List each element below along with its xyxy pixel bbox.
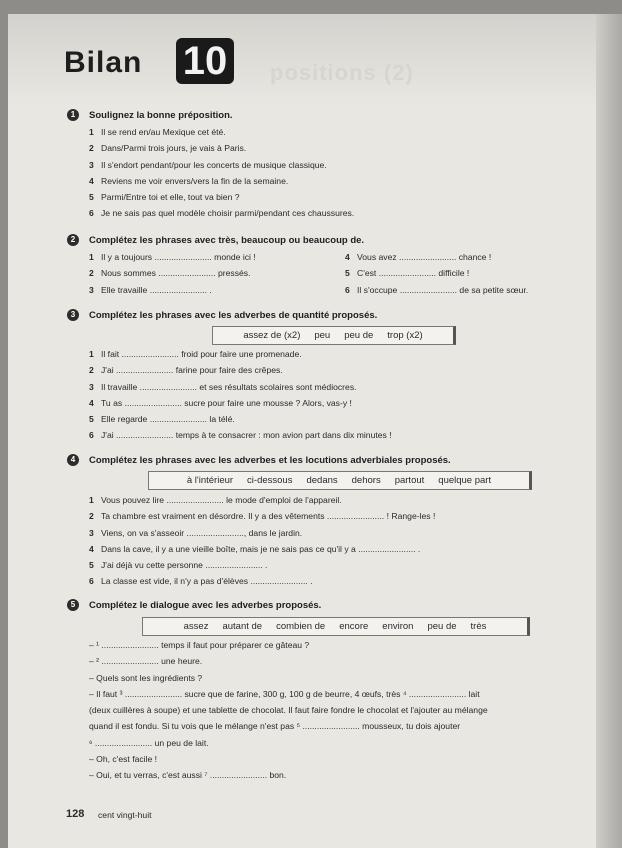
word-bank-item: peu de — [427, 621, 457, 632]
word-bank-item: partout — [394, 475, 425, 486]
exercise-4 — [67, 453, 451, 467]
exercise-3 — [67, 308, 377, 322]
word-bank-item: ci-dessous — [247, 475, 293, 486]
word-bank-item: peu de — [344, 330, 374, 341]
word-bank-item: quelque part — [438, 475, 492, 486]
word-bank-item: très — [470, 621, 487, 632]
exercise-3-items — [67, 346, 392, 444]
exercise-item: 4 Reviens me voir envers/vers la fin de la semaine. — [89, 175, 289, 186]
word-bank-item: dehors — [351, 475, 381, 486]
dialogue-line: – Quels sont les ingrédients ? — [89, 672, 203, 683]
exercise-item: 4 Dans la cave, il y a une vieille boîte, mais je ne sais pas ce qu'il y a ........................ . — [89, 543, 421, 554]
exercise-instruction: Soulignez la bonne préposition. — [89, 109, 233, 121]
exercise-item: 2 Ta chambre est vraiment en désordre. Il y a des vêtements ........................ ! Range-les ! — [89, 511, 436, 522]
exercise-number: 2 — [67, 234, 79, 246]
exercise-heading — [67, 598, 321, 612]
dialogue-line: quand il est fondu. Si tu vois que le mélange n'est pas ⁵ ........................ mousseux, tu dois ajouter — [89, 721, 461, 732]
exercise-instruction: Complétez le dialogue avec les adverbes proposés. — [89, 599, 322, 611]
exercise-item: 1 Il se rend en/au Mexique cet été. — [89, 127, 226, 137]
exercise-heading — [67, 453, 451, 467]
exercise-5 — [67, 598, 321, 612]
exercise-2 — [67, 233, 565, 298]
exercise-item: 6 Je ne sais pas quel modèle choisir parmi/pendant ces chaussures. — [89, 208, 355, 219]
exercise-4-items — [67, 492, 435, 590]
page-number: 128 — [66, 808, 85, 820]
bleed-through-title: positions (2) — [270, 60, 414, 85]
exercise-item: 6 La classe est vide, il n'y a pas d'élèves ........................ . — [89, 576, 313, 587]
word-bank — [142, 617, 530, 636]
exercise-item: 4 Tu as ........................ sucre pour faire une mousse ? Alors, vas-y ! — [89, 397, 352, 408]
exercise-item: 6 Il s'occupe ........................ de sa petite sœur. — [345, 284, 529, 295]
exercise-instruction: Complétez les phrases avec très, beaucoup ou beaucoup de. — [89, 234, 365, 246]
exercise-item: 2 Nous sommes ........................ pressés. — [89, 268, 251, 279]
exercise-item: 2 J'ai ........................ farine pour faire des crêpes. — [89, 365, 283, 376]
exercise-number: 5 — [67, 599, 79, 611]
exercise-item: 3 Elle travaille ........................ . — [89, 284, 212, 295]
exercise-items — [89, 249, 565, 298]
exercise-heading — [67, 108, 354, 122]
exercise-item: 5 Elle regarde ........................ la télé. — [89, 414, 235, 425]
exercise-item: 3 Il travaille ........................ et ses résultats scolaires sont médiocres. — [89, 381, 357, 392]
dialogue-line: – ² ........................ une heure. — [89, 656, 203, 667]
dialogue-line: ⁶ ........................ un peu de lait. — [89, 737, 209, 748]
word-bank-item: combien de — [276, 621, 326, 632]
page-number-words: cent vingt-huit — [98, 810, 152, 820]
word-bank-item: à l'intérieur — [186, 475, 234, 486]
exercise-heading — [67, 308, 377, 322]
exercise-item: 4 Vous avez ........................ chance ! — [345, 252, 492, 262]
dialogue-line: – Oh, c'est facile ! — [89, 754, 158, 765]
word-bank — [212, 326, 456, 345]
dialogue-line: – ¹ ........................ temps il faut pour préparer ce gâteau ? — [89, 640, 310, 650]
exercise-instruction: Complétez les phrases avec les adverbes et les locutions adverbiales proposés. — [89, 454, 451, 466]
word-bank-item: trop (x2) — [387, 330, 423, 341]
exercise-item: 1 Il y a toujours ........................ monde ici ! — [89, 252, 256, 262]
exercise-items — [89, 492, 435, 590]
word-bank-item: encore — [339, 621, 369, 632]
exercise-item: 1 Il fait ........................ froid pour faire une promenade. — [89, 349, 302, 359]
exercise-item: 5 Parmi/Entre toi et elle, tout va bien ? — [89, 192, 240, 203]
page-title: Bilan — [64, 46, 143, 79]
word-bank-item: autant de — [222, 621, 263, 632]
word-bank-item: environ — [382, 621, 414, 632]
exercise-item: 3 Il s'endort pendant/pour les concerts de musique classique. — [89, 159, 327, 170]
exercise-number: 3 — [67, 309, 79, 321]
exercise-items — [89, 124, 354, 222]
exercise-items — [89, 346, 392, 444]
word-bank-item: peu — [314, 330, 331, 341]
exercise-1 — [67, 108, 354, 222]
word-bank — [148, 471, 532, 490]
exercise-heading — [67, 233, 565, 247]
exercise-item: 5 C'est ........................ difficile ! — [345, 268, 470, 279]
unit-number-badge: 10 — [176, 38, 234, 84]
exercise-item: 6 J'ai ........................ temps à te consacrer : mon avion part dans dix minutes ! — [89, 430, 392, 441]
exercise-item: 2 Dans/Parmi trois jours, je vais à Paris. — [89, 143, 247, 154]
word-bank-item: assez — [183, 621, 209, 632]
word-bank-item: dedans — [306, 475, 338, 486]
exercise-number: 1 — [67, 109, 79, 121]
exercise-item: 5 J'ai déjà vu cette personne ........................ . — [89, 560, 268, 571]
word-bank-item: assez de (x2) — [243, 330, 301, 341]
dialogue — [89, 637, 488, 784]
dialogue-line: – Oui, et tu verras, c'est aussi ⁷ ........................ bon. — [89, 770, 287, 781]
page-fold-shadow — [596, 14, 622, 848]
exercise-instruction: Complétez les phrases avec les adverbes de quantité proposés. — [89, 309, 378, 321]
dialogue-line: – Il faut ³ ........................ sucre que de farine, 300 g, 100 g de beurre, 4 œufs, très ⁴ ........................ lait — [89, 688, 480, 699]
exercise-item: 1 Vous pouvez lire ........................ le mode d'emploi de l'appareil. — [89, 495, 342, 505]
exercise-number: 4 — [67, 454, 79, 466]
dialogue-line: (deux cuillères à soupe) et une tablette de chocolat. Il faut faire fondre le chocolat et l'ajouter au mélange — [89, 705, 488, 716]
exercise-item: 3 Viens, on va s'asseoir ........................, dans le jardin. — [89, 527, 303, 538]
